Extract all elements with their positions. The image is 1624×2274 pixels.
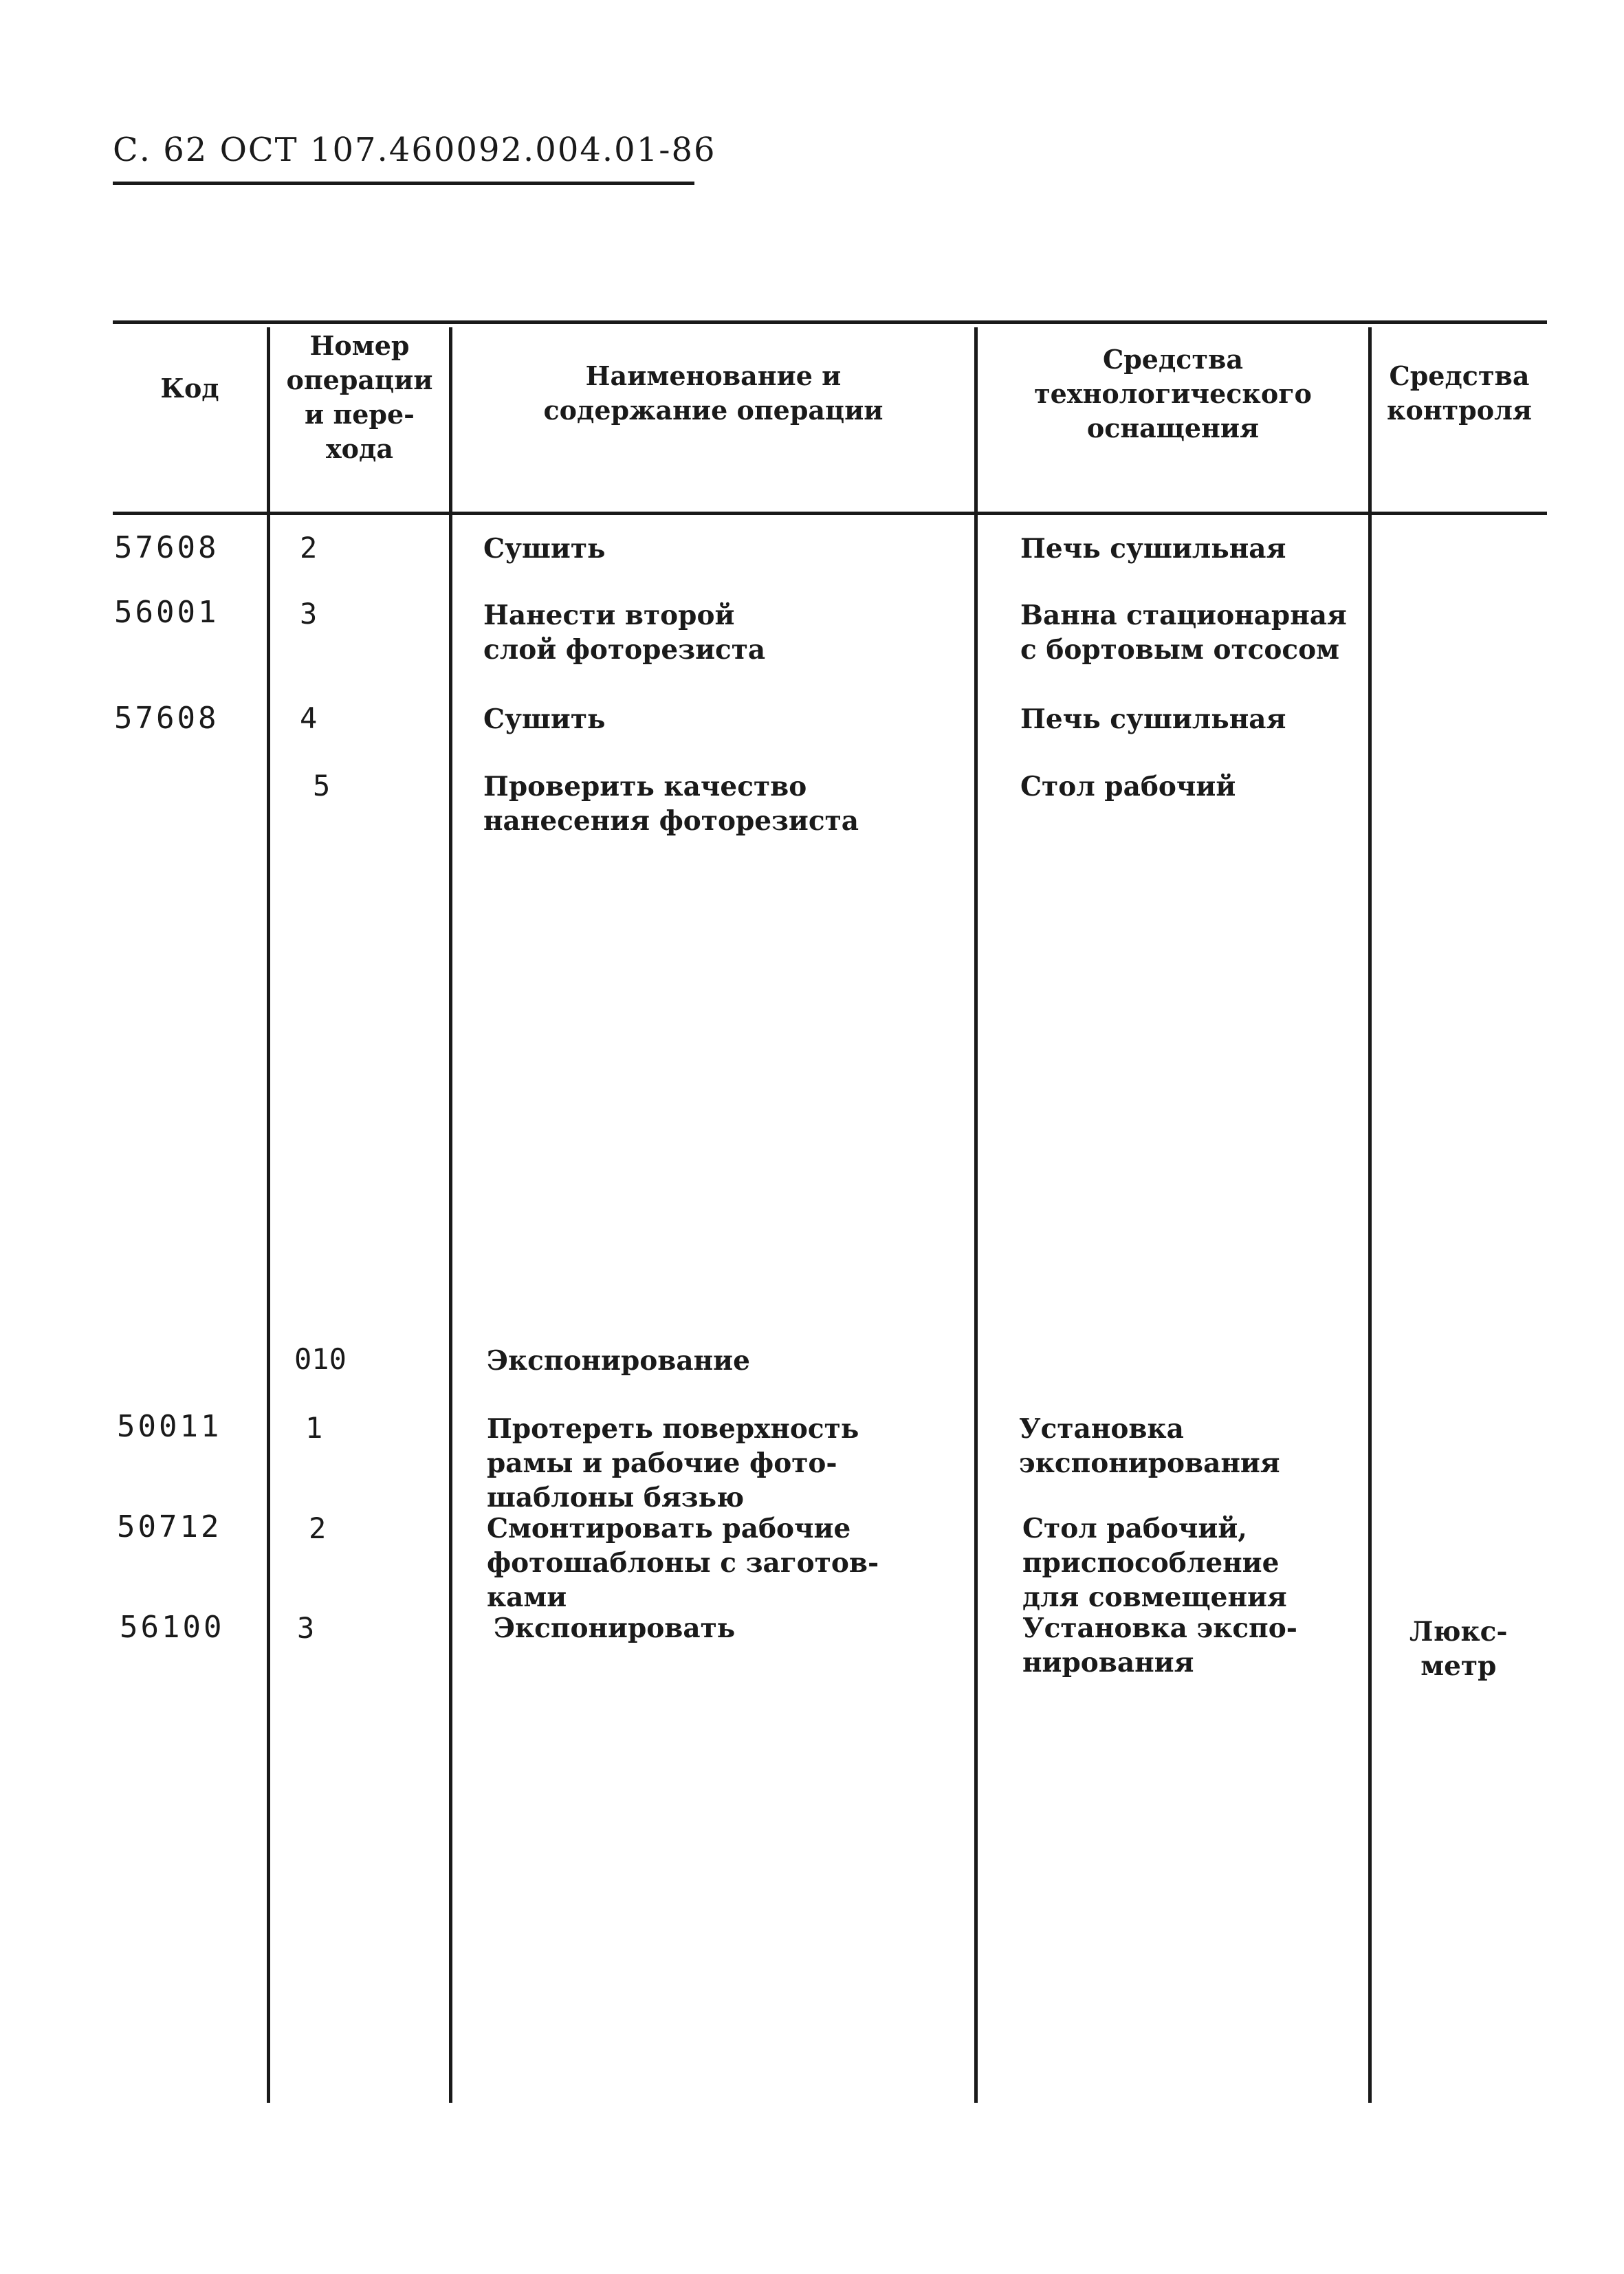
header-bottom-rule — [113, 512, 1547, 515]
operation-code: 56100 — [120, 1610, 225, 1645]
operation-equipment: Стол рабочий, приспособление для совмещения — [1022, 1513, 1287, 1613]
operation-number: 4 — [300, 701, 318, 735]
operation-equipment: Ванна стационарная с бортовым отсосом — [1020, 600, 1347, 666]
operation-name: Протереть поверхность рамы и рабочие фото- шаблоны бязью — [487, 1413, 859, 1513]
operation-number: 010 — [294, 1342, 347, 1376]
operation-name: Экспонирование — [487, 1345, 750, 1377]
document-reference: С. 62 ОСТ 107.460092.004.01-86 — [113, 131, 716, 169]
operation-code: 50011 — [117, 1409, 222, 1444]
operation-name: Сушить — [483, 703, 606, 735]
column-header-operation-name: Наименование и содержание операции — [543, 360, 884, 426]
column-divider-3 — [974, 327, 978, 2103]
operation-equipment: Стол рабочий — [1020, 771, 1236, 802]
operation-number: 3 — [300, 597, 318, 631]
column-divider-4 — [1368, 327, 1372, 2103]
table-top-rule — [113, 320, 1547, 324]
column-header-control: Средства контроля — [1387, 360, 1532, 426]
operation-name: Смонтировать рабочие фотошаблоны с заготов- ками — [487, 1513, 879, 1613]
column-divider-1 — [267, 327, 270, 2103]
operation-code: 57608 — [114, 701, 219, 736]
operation-number: 1 — [305, 1411, 323, 1445]
header-underline — [113, 182, 694, 185]
operation-number: 2 — [309, 1511, 327, 1545]
operation-name: Сушить — [483, 533, 606, 565]
column-header-code: Код — [160, 373, 219, 404]
operation-code: 56001 — [114, 595, 219, 630]
operation-equipment: Печь сушильная — [1020, 703, 1286, 735]
operation-equipment: Установка экспонирования — [1019, 1413, 1280, 1479]
column-header-operation-number: Номер операции и пере- хода — [286, 330, 433, 464]
operation-name: Проверить качество нанесения фоторезиста — [483, 771, 859, 837]
operation-equipment: Печь сушильная — [1020, 533, 1286, 565]
operation-equipment: Установка экспо- нирования — [1022, 1612, 1297, 1679]
operation-control: Люкс- метр — [1409, 1616, 1508, 1682]
operation-number: 3 — [297, 1611, 315, 1645]
operation-number: 5 — [313, 769, 331, 802]
operation-name: Экспонировать — [494, 1612, 736, 1644]
column-divider-2 — [449, 327, 452, 2103]
operation-code: 50712 — [117, 1509, 222, 1544]
operation-name: Нанести второй слой фоторезиста — [483, 600, 766, 666]
operation-code: 57608 — [114, 530, 219, 565]
operation-number: 2 — [300, 531, 318, 565]
column-header-equipment: Средства технологического оснащения — [1034, 344, 1312, 444]
